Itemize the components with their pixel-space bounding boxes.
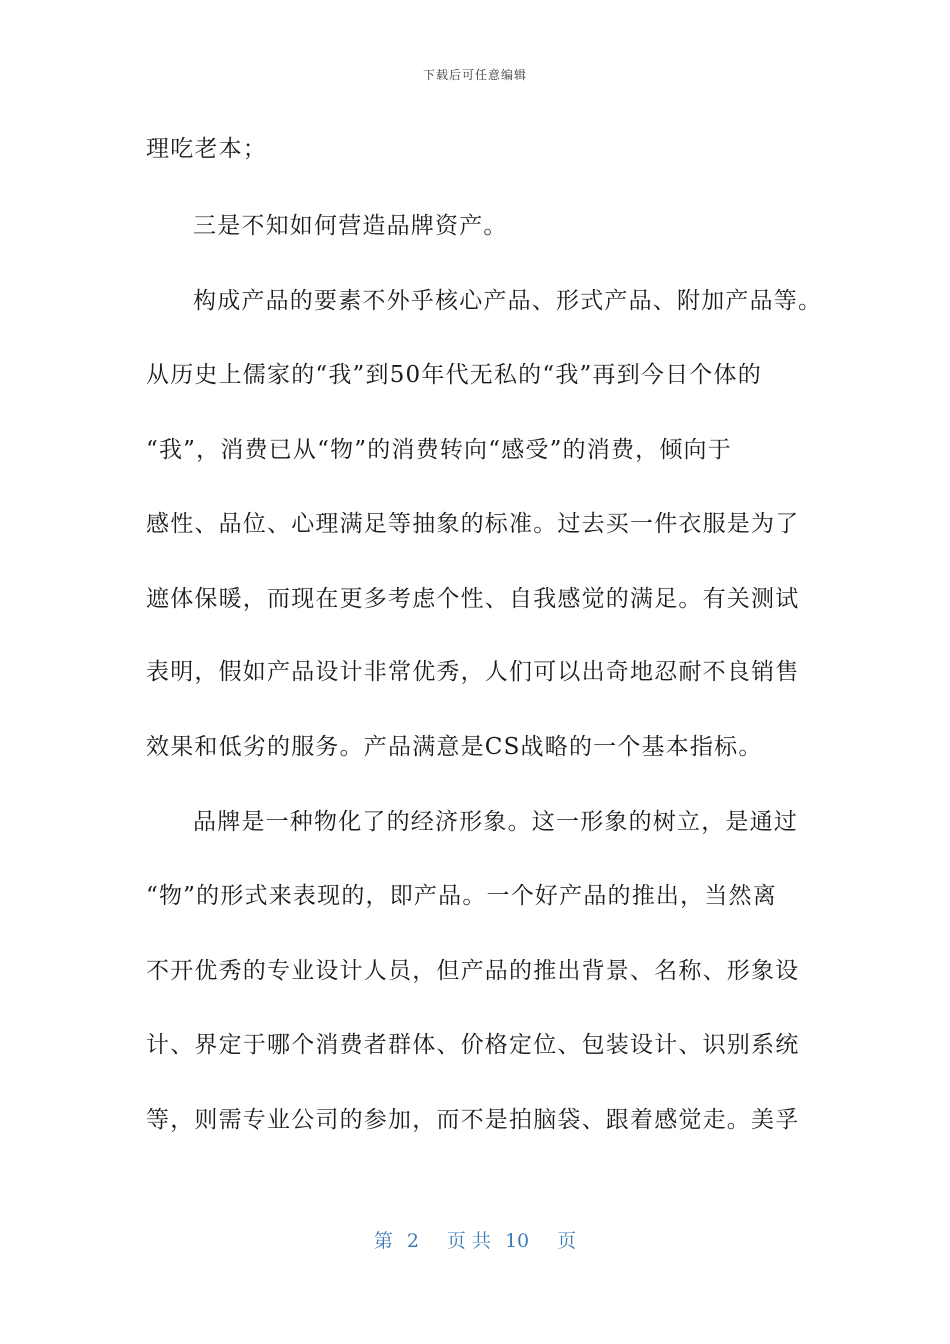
- body-line: 构成产品的要素不外乎核心产品、形式产品、附加产品等。: [193, 288, 823, 314]
- body-line: 遮体保暖，而现在更多考虑个性、自我感觉的满足。有关测试: [146, 586, 800, 612]
- body-line: 品牌是一种物化了的经济形象。这一形象的树立，是通过: [193, 809, 798, 835]
- footer-pages-label: 页: [557, 1230, 577, 1252]
- footer-page-label: 第: [373, 1230, 393, 1252]
- footer-current-page: 2: [406, 1230, 419, 1252]
- page-footer: [0, 1226, 950, 1253]
- body-line: 计、界定于哪个消费者群体、价格定位、包装设计、识别系统: [146, 1032, 800, 1058]
- header-note: 下载后可任意编辑: [422, 68, 527, 82]
- body-line: 不开优秀的专业设计人员，但产品的推出背景、名称、形象设: [146, 958, 800, 984]
- body-line: 从历史上儒家的“我”到50年代无私的“我”再到今日个体的: [146, 362, 762, 388]
- body-line: “物”的形式来表现的，即产品。一个好产品的推出，当然离: [146, 883, 777, 909]
- footer-of-label: 页 共: [446, 1230, 491, 1252]
- body-line: 感性、品位、心理满足等抽象的标准。过去买一件衣服是为了: [146, 511, 800, 537]
- body-line: 三是不知如何营造品牌资产。: [193, 213, 508, 239]
- body-line: 理吃老本；: [146, 136, 267, 162]
- body-line: 效果和低劣的服务。产品满意是CS战略的一个基本指标。: [146, 734, 763, 760]
- body-line: “我”，消费已从“物”的消费转向“感受”的消费，倾向于: [146, 437, 732, 463]
- body-line: 等，则需专业公司的参加，而不是拍脑袋、跟着感觉走。美孚: [146, 1107, 800, 1133]
- footer-total-pages: 10: [504, 1230, 530, 1252]
- body-line: 表明，假如产品设计非常优秀，人们可以出奇地忍耐不良销售: [146, 659, 800, 685]
